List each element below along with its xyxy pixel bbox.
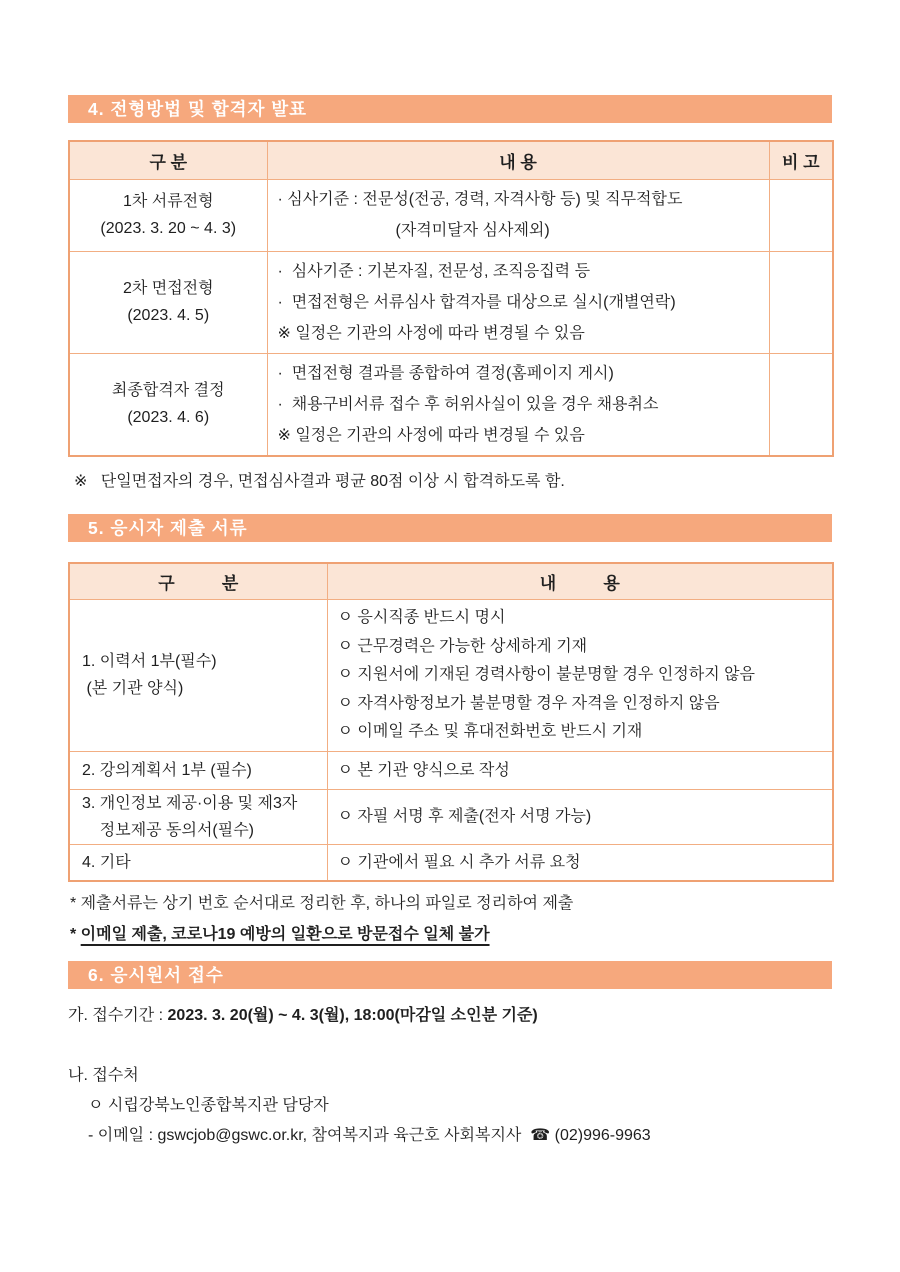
cell-content bbox=[327, 789, 833, 844]
section-4-header bbox=[68, 95, 832, 123]
document-name-sub: (본 기관 양식) bbox=[82, 680, 184, 698]
section-6-title: 6. 응시원서 접수 bbox=[88, 964, 224, 985]
cell-content bbox=[267, 251, 769, 353]
document-name-sub: 정보제공 동의서(필수) bbox=[82, 821, 254, 839]
stage-date: (2023. 4. 6) bbox=[127, 409, 210, 426]
content-line: ※ 일정은 기관의 사정에 따라 변경될 수 있음 bbox=[277, 426, 585, 444]
email-only-note-text: 이메일 제출, 코로나19 예방의 일환으로 방문접수 일체 불가 bbox=[80, 925, 490, 943]
submission-order-note: * 제출서류는 상기 번호 순서대로 정리한 후, 하나의 파일로 정리하여 제출 bbox=[70, 894, 574, 912]
content-line: ㅇ 이메일 주소 및 휴대전화번호 반드시 기재 bbox=[337, 723, 643, 740]
content-line: · 채용구비서류 접수 후 허위사실이 있을 경우 채용취소 bbox=[277, 395, 659, 413]
col-header-content: 내 용 bbox=[327, 563, 833, 600]
reception-period-value: 2023. 3. 20(월) ~ 4. 3(월), 18:00(마감일 소인분 기준) bbox=[167, 1006, 538, 1024]
cell-category bbox=[69, 179, 267, 251]
cell-category bbox=[69, 844, 327, 881]
content-line: ㅇ 근무경력은 가능한 상세하게 기재 bbox=[337, 637, 588, 655]
email-only-note bbox=[68, 922, 832, 948]
reception-place-line: 나. 접수처 bbox=[68, 1066, 139, 1084]
stage-date: (2023. 3. 20 ~ 4. 3) bbox=[100, 220, 237, 237]
content-line: ※ 일정은 기관의 사정에 따라 변경될 수 있음 bbox=[277, 324, 585, 342]
cell-content bbox=[327, 751, 833, 789]
col-header-category: 구 분 bbox=[69, 141, 267, 179]
content-line: ㅇ 자필 서명 후 제출(전자 서명 가능) bbox=[337, 808, 592, 825]
content-line: · 심사기준 : 전문성(전공, 경력, 자격사항 등) 및 직무적합도 bbox=[277, 191, 683, 208]
reception-org-line: ㅇ 시립강북노인종합복지관 담당자 bbox=[88, 1096, 329, 1114]
reception-period-line bbox=[68, 1003, 832, 1029]
table-header-row bbox=[69, 563, 833, 600]
stage-name: 2차 면접전형 bbox=[122, 280, 214, 297]
cell-category bbox=[69, 353, 267, 456]
cell-category bbox=[69, 751, 327, 789]
document-name: 3. 개인정보 제공·이용 및 제3자 bbox=[82, 794, 298, 812]
col-header-content: 내 용 bbox=[267, 141, 769, 179]
note-asterisk: * bbox=[70, 925, 81, 943]
section-6-header bbox=[68, 961, 832, 989]
content-line: · 심사기준 : 기본자질, 전문성, 조직응집력 등 bbox=[277, 262, 591, 280]
document-name: 1. 이력서 1부(필수) bbox=[82, 653, 217, 671]
stage-name: 1차 서류전형 bbox=[122, 193, 214, 210]
stage-date: (2023. 4. 5) bbox=[127, 307, 210, 324]
table-header-row bbox=[69, 141, 833, 179]
content-line: ㅇ 응시직종 반드시 명시 bbox=[337, 609, 506, 626]
table-row bbox=[69, 179, 833, 251]
table-row bbox=[69, 600, 833, 752]
cell-content bbox=[327, 600, 833, 752]
content-line: ㅇ 기관에서 필요 시 추가 서류 요청 bbox=[337, 853, 581, 871]
document-page bbox=[68, 0, 832, 1149]
submission-documents-table bbox=[68, 562, 834, 882]
cell-category bbox=[69, 600, 327, 752]
selection-method-table bbox=[68, 140, 834, 457]
document-name: 2. 강의계획서 1부 (필수) bbox=[82, 761, 252, 779]
content-line: ㅇ 본 기관 양식으로 작성 bbox=[337, 761, 510, 779]
cell-remark bbox=[769, 251, 833, 353]
content-line: (자격미달자 심사제외) bbox=[395, 222, 550, 239]
cell-content bbox=[267, 179, 769, 251]
stage-name: 최종합격자 결정 bbox=[111, 382, 225, 399]
cell-category bbox=[69, 251, 267, 353]
cell-remark bbox=[769, 179, 833, 251]
content-line: ㅇ 지원서에 기재된 경력사항이 불분명할 경우 인정하지 않음 bbox=[337, 666, 756, 683]
content-line: · 면접전형은 서류심사 합격자를 대상으로 실시(개별연락) bbox=[277, 293, 676, 311]
table-row bbox=[69, 751, 833, 789]
table-row bbox=[69, 353, 833, 456]
cell-content bbox=[267, 353, 769, 456]
col-header-category: 구 분 bbox=[69, 563, 327, 600]
cell-category bbox=[69, 789, 327, 844]
section-5-title: 5. 응시자 제출 서류 bbox=[88, 517, 248, 538]
section-5-header bbox=[68, 514, 832, 542]
content-line: · 면접전형 결과를 종합하여 결정(홈페이지 게시) bbox=[277, 364, 614, 382]
single-interview-note: ※ 단일면접자의 경우, 면접심사결과 평균 80점 이상 시 합격하도록 함. bbox=[74, 472, 565, 490]
cell-content bbox=[327, 844, 833, 881]
section-4-title: 4. 전형방법 및 합격자 발표 bbox=[88, 99, 308, 119]
table-row bbox=[69, 251, 833, 353]
reception-period-label: 가. 접수기간 : bbox=[68, 1006, 168, 1024]
table-row bbox=[69, 789, 833, 844]
cell-remark bbox=[769, 353, 833, 456]
col-header-remark: 비 고 bbox=[769, 141, 833, 179]
reception-email-line: - 이메일 : gswcjob@gswc.or.kr, 참여복지과 육근호 사회복지사 ☎ (02)996-9963 bbox=[88, 1126, 651, 1144]
document-name: 4. 기타 bbox=[82, 853, 131, 871]
content-line: ㅇ 자격사항정보가 불분명할 경우 자격을 인정하지 않음 bbox=[337, 694, 720, 712]
table-row bbox=[69, 844, 833, 881]
